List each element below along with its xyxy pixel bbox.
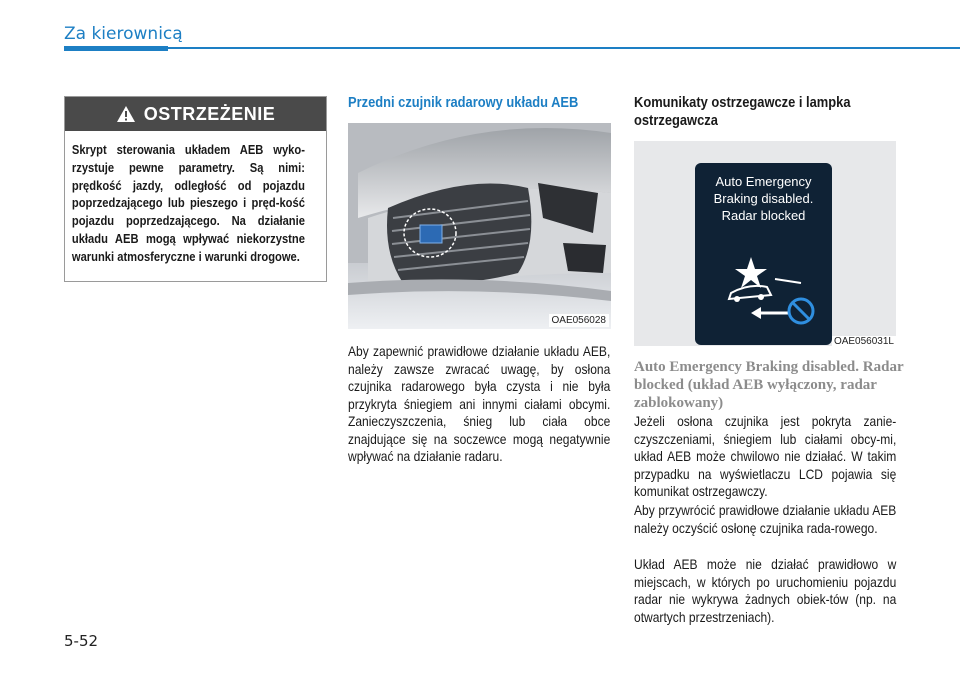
right-paragraph: Jeżeli osłona czujnika jest pokryta zanie-czyszczeniami, śniegiem lub ciałami obcy-mi, układ AEB może chwilowo nie działać. W takim przypadku na wyświetlaczu LCD pojawia się komunikat ostrzegawczy. (634, 413, 897, 499)
image-code: OAE056028 (549, 314, 610, 327)
warning-text: Skrypt sterowania układem AEB wyko-rzystuje pewne parametry. Są nimi: prędkość jazdy, odległość od pojazdu poprzedzającego lub pieszego i pręd-kość pojazdu poprzedzającego. Na działanie układu AEB mogą wpływać niekorzystne warunki atmosferyczne i warunki drogowe. (71, 142, 305, 264)
section-title: Za kierownicą (64, 24, 183, 44)
right-paragraph: Układ AEB może nie działać prawidłowo w miejscach, w których po uruchomieniu pojazdu radar nie wykrywa żadnych obiek-tów (np. na otwartych przestrzeniach). (634, 556, 897, 625)
lcd-line: Auto Emergency (715, 174, 812, 189)
warning-box (64, 96, 327, 282)
car-front-illustration (348, 123, 611, 329)
lcd-line: Radar blocked (721, 208, 806, 223)
message-subheading: Auto Emergency Braking disabled. Radar blocked (układ AEB wyłączony, radar zablokowany) (634, 359, 904, 411)
lcd-screen (695, 163, 832, 345)
warning-messages-heading: Komunikaty ostrzegawcze i lampka ostrzegawcza (634, 94, 851, 129)
car-front-image (348, 123, 611, 329)
radar-sensor-heading: Przedni czujnik radarowy układu AEB (348, 94, 579, 111)
page-number: 5-52 (64, 632, 99, 650)
header-rule (64, 47, 960, 49)
lcd-display-image (634, 141, 896, 346)
lcd-message (695, 173, 832, 224)
warning-triangle-icon (116, 105, 136, 123)
warning-header (65, 97, 326, 131)
collision-warning-icon (709, 249, 819, 329)
warning-title: OSTRZEŻENIE (143, 103, 276, 124)
right-paragraph: Aby przywrócić prawidłowe działanie układu AEB należy oczyścić osłonę czujnika rada-rowego. (634, 502, 897, 536)
header-rule-accent (64, 46, 168, 51)
radar-paragraph: Aby zapewnić prawidłowe działanie układu AEB, należy zawsze zwracać uwagę, by osłona czujnika radarowego była czysta i nie była przykryta śniegiem ani innymi ciałami obcymi. Zanieczyszczenia, śnieg lub ciała obce znajdujące się na soczewce mogą negatywnie wpływać na działanie radaru. (348, 343, 611, 464)
lcd-line: Braking disabled. (713, 191, 814, 206)
image-code: OAE056031L (833, 336, 894, 347)
